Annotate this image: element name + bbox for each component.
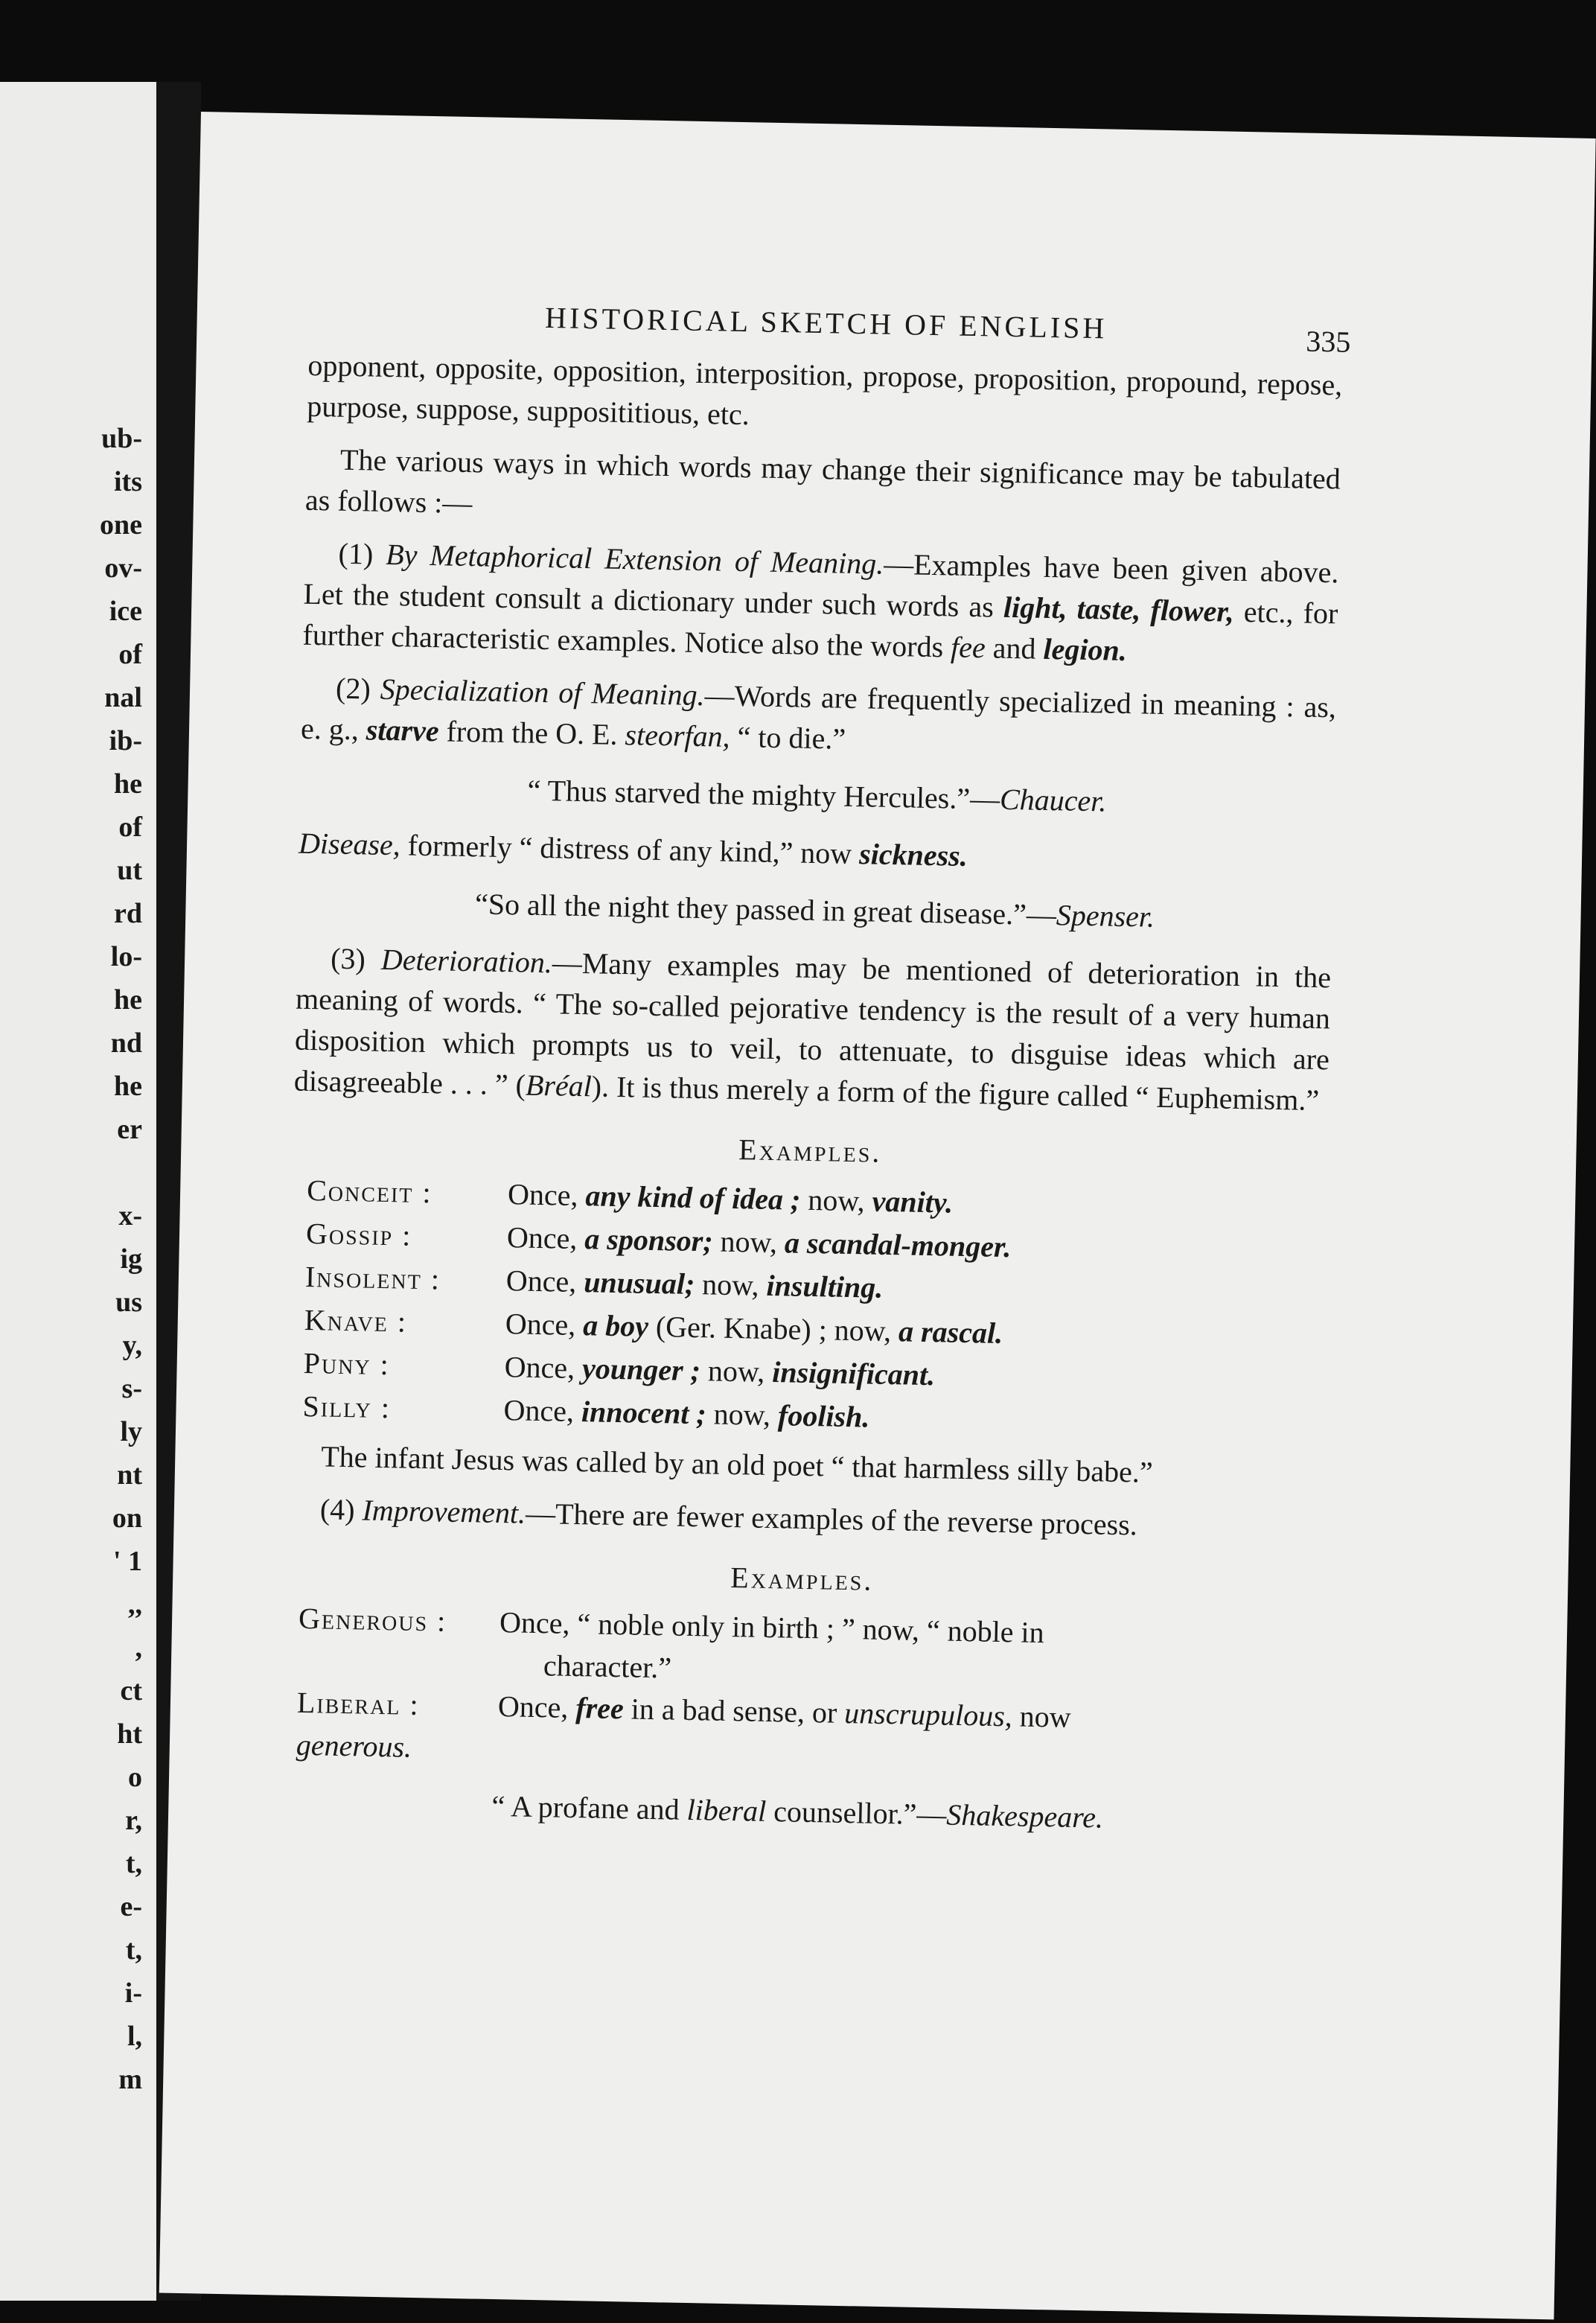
page-content: [279, 285, 1351, 1858]
def-new-meaning: generous.: [296, 1727, 412, 1764]
quote-text: counsellor.”—: [765, 1794, 947, 1832]
def-text: in a bad sense, or: [623, 1692, 845, 1730]
section-number: (2): [335, 671, 371, 706]
left-page-fragment: [4, 1151, 142, 1194]
running-title: HISTORICAL SKETCH OF ENGLISH: [544, 300, 1108, 345]
def-new-meaning: insulting.: [766, 1268, 884, 1304]
left-page-fragment: r,: [125, 1805, 142, 1836]
def-text: Once,: [505, 1307, 584, 1342]
left-page-fragment: ly: [120, 1416, 142, 1447]
def-new-meaning: vanity.: [872, 1184, 954, 1220]
left-page-fragment: ,,: [128, 1589, 142, 1620]
section-title: Specialization of Meaning.: [380, 672, 706, 713]
section-text: etc., for further characteristic examples. Notice also the words: [302, 594, 1338, 664]
def-new-meaning: a scandal-monger.: [784, 1226, 1012, 1264]
left-page-fragment: ' 1: [112, 1546, 142, 1577]
quote-text: “ A profane and: [491, 1788, 688, 1826]
example-headword: Generous :: [298, 1601, 447, 1638]
paragraph-word-list: opponent, opposite, opposition, interposition, propose, proposition, propound, repose, purpose, suppose, supposititious, etc.: [307, 348, 1343, 432]
quote-author: Chaucer.: [999, 782, 1107, 818]
left-page-fragment: x-: [118, 1200, 142, 1231]
section-title: Deterioration.: [380, 942, 553, 980]
right-page: [159, 112, 1596, 2319]
def-new-meaning: insignificant.: [771, 1355, 936, 1392]
def-old-meaning: free: [575, 1691, 625, 1726]
def-text: Once,: [497, 1689, 576, 1725]
left-page-fragment: he: [114, 768, 142, 800]
section-deterioration: [294, 937, 1332, 1121]
def-old-meaning: unusual;: [583, 1265, 695, 1301]
left-page-fragment: t,: [125, 1934, 142, 1966]
left-page-fragment: o: [128, 1762, 142, 1793]
left-page-fragment: er: [117, 1114, 142, 1145]
def-text: Once,: [506, 1220, 585, 1256]
section-number: (1): [338, 536, 374, 571]
def-text: now,: [799, 1182, 873, 1218]
def-text: Once,: [505, 1264, 584, 1299]
examples-list-deterioration: [302, 1169, 1327, 1447]
examples-list-improvement: [296, 1597, 1318, 1785]
section-number: (4): [319, 1492, 356, 1527]
example-headword: Conceit :: [306, 1173, 433, 1210]
left-page-fragment: ov-: [104, 552, 142, 584]
left-page-fragment: ub-: [101, 423, 142, 454]
example-word-fee: fee: [950, 630, 986, 665]
left-page-fragment: he: [114, 984, 142, 1016]
def-old-meaning: a sponsor;: [584, 1222, 714, 1258]
section-text: —Many examples may be mentioned of deterioration in the meaning of words. “ The so-called pejorative tendency is the result of a very human disposition which prompts us to veil, to attenuate, to disguise ideas which are disagreeable . . . ” (: [293, 946, 1332, 1102]
examples-heading: Examples.: [730, 1561, 874, 1597]
paragraph-infant: The infant Jesus was called by an old poet “ that harmless silly babe.”: [320, 1439, 1154, 1489]
example-words: light, taste, flower,: [1003, 590, 1235, 628]
left-page-fragment: m: [118, 2064, 142, 2095]
quote-chaucer: [299, 765, 1335, 826]
def-old-meaning: innocent ;: [581, 1395, 707, 1431]
left-page-fragment: ig: [120, 1243, 142, 1275]
left-page-fragment: ut: [117, 855, 142, 886]
left-page-fragment: nd: [110, 1027, 142, 1059]
def-text: (Ger. Knabe) ; now,: [648, 1309, 899, 1348]
paragraph-text: formerly “ distress of any kind,” now: [400, 828, 860, 871]
def-text: now,: [694, 1267, 767, 1302]
def-text: Once,: [507, 1177, 586, 1213]
example-word-disease: Disease,: [298, 826, 401, 862]
quote-author: Shakespeare.: [946, 1797, 1104, 1835]
left-page-fragment: nt: [117, 1459, 142, 1491]
def-text: Once,: [504, 1350, 583, 1386]
left-page-text-fragments: [4, 417, 142, 2101]
left-page-fragment: l,: [127, 2021, 142, 2052]
left-page-edge: [0, 82, 156, 2301]
left-page-fragment: y,: [122, 1330, 142, 1361]
page-number: 335: [1305, 324, 1351, 359]
section-improvement: [285, 1488, 1321, 1549]
quote-shakespeare: [280, 1781, 1315, 1842]
quote-word-liberal: liberal: [686, 1792, 767, 1828]
left-page-fragment: t,: [125, 1848, 142, 1879]
example-word-legion: legion.: [1043, 631, 1128, 668]
example-definition: Once, “ noble only in birth ; ” now, “ noble in: [499, 1605, 1045, 1650]
section-text: —There are fewer examples of the reverse process.: [525, 1496, 1138, 1542]
section-text: “ to die.”: [730, 719, 846, 756]
left-page-fragment: lo-: [110, 941, 142, 972]
def-text: Once,: [503, 1393, 582, 1429]
section-text: from the O. E.: [438, 714, 625, 752]
section-title: Improvement.: [362, 1493, 526, 1530]
section-text: ). It is thus merely a form of the figure called “ Euphemism.”: [591, 1069, 1320, 1118]
def-old-meaning: any kind of idea ;: [585, 1179, 801, 1217]
left-page-fragment: e-: [120, 1891, 142, 1922]
quote-text: “So all the night they passed in great disease.”—: [474, 887, 1057, 932]
def-new-meaning: a rascal.: [898, 1314, 1003, 1350]
example-word-starve: starve: [366, 713, 440, 748]
example-word-steorfan: steorfan,: [625, 718, 731, 753]
example-headword: Knave :: [304, 1302, 408, 1339]
left-page-fragment: s-: [121, 1373, 142, 1404]
example-headword: Silly :: [302, 1389, 392, 1425]
example-headword: Gossip :: [305, 1216, 412, 1252]
left-page-fragment: ,: [135, 1632, 142, 1663]
left-page-fragment: one: [100, 509, 142, 541]
left-page-fragment: ib-: [109, 725, 142, 756]
example-continuation: character.”: [543, 1648, 672, 1685]
def-text: now,: [706, 1397, 779, 1433]
quote-text: “ Thus starved the mighty Hercules.”—: [527, 773, 1000, 816]
section-specialization: [301, 667, 1337, 769]
section-text: —Words are frequently specialized in meaning : as, e. g.,: [300, 678, 1337, 747]
section-number: (3): [330, 941, 366, 976]
paragraph-disease: [299, 823, 1334, 884]
quote-spenser: [297, 880, 1332, 941]
example-headword: Puny :: [303, 1345, 391, 1382]
def-new-meaning: foolish.: [777, 1398, 870, 1434]
left-page-fragment: us: [115, 1287, 142, 1318]
citation-breal: Bréal: [525, 1068, 593, 1103]
def-text: now,: [712, 1224, 785, 1260]
left-page-fragment: ice: [109, 596, 142, 627]
left-page-fragment: ct: [120, 1675, 142, 1707]
left-page-fragment: on: [112, 1503, 142, 1534]
def-old-meaning: younger ;: [581, 1351, 701, 1388]
section-text: —Examples have been given above. Let the student consult a dictionary under such words as: [303, 547, 1339, 624]
def-old-meaning: unscrupulous,: [843, 1695, 1013, 1733]
section-title: By Metaphorical Extension of Meaning.: [385, 537, 884, 581]
quote-author: Spenser.: [1056, 898, 1155, 934]
paragraph-intro: The various ways in which words may change their significance may be tabulated as follows :—: [304, 442, 1341, 520]
def-text: now: [1012, 1699, 1072, 1734]
left-page-fragment: rd: [114, 898, 142, 929]
example-headword: Liberal :: [296, 1685, 421, 1722]
def-text: now,: [700, 1354, 773, 1389]
section-metaphorical-extension: [302, 532, 1339, 675]
left-page-fragment: i-: [124, 1978, 142, 2009]
examples-heading: Examples.: [738, 1132, 882, 1169]
left-page-fragment: of: [118, 812, 142, 843]
left-page-fragment: its: [114, 466, 142, 497]
left-page-fragment: nal: [104, 682, 142, 713]
def-old-meaning: a boy: [582, 1308, 649, 1343]
left-page-fragment: he: [114, 1071, 142, 1102]
example-headword: Insolent :: [304, 1259, 441, 1296]
left-page-fragment: ht: [117, 1718, 142, 1750]
section-text: and: [985, 631, 1044, 666]
left-page-fragment: of: [118, 639, 142, 670]
example-word-sickness: sickness.: [858, 837, 968, 873]
